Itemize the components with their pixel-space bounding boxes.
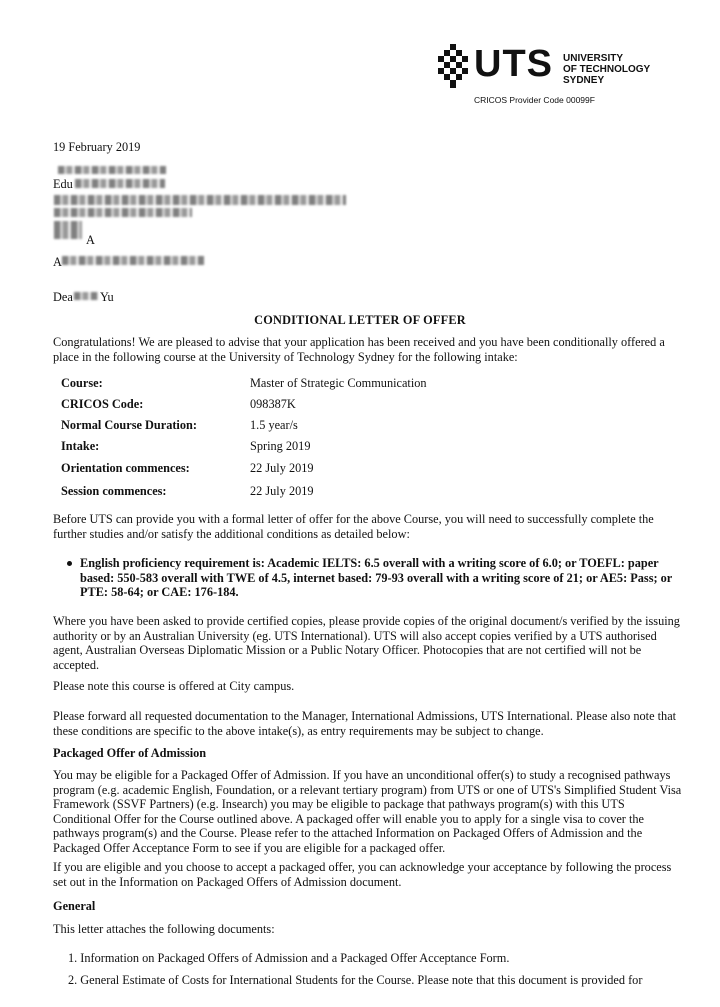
logo-wordmark: UTS [474, 43, 553, 85]
english-requirement-item [67, 556, 681, 600]
detail-label: Course: [61, 376, 103, 390]
certified-copies-paragraph: Where you have been asked to provide certified copies, please provide copies of the original document/s verified by the issuing authority or by an Australian University (eg. UTS International). UTS will also accept copies verified by a UTS authorised agent, Australian Overseas Diplomatic Mission or a Public Notary Officer. Photocopies that are not certified will not be accepted. [53, 614, 680, 672]
forward-docs-paragraph: Please forward all requested documentation to the Manager, International Admissions, UTS International. Please also note that these conditions are specific to the above intake(s), as entry requirements may be subject to change. [53, 709, 677, 738]
detail-label: CRICOS Code: [61, 397, 144, 411]
detail-value: Master of Strategic Communication [250, 376, 427, 390]
packaged-offer-heading: Packaged Offer of Admission [53, 746, 207, 760]
detail-value: 22 July 2019 [250, 484, 314, 498]
redacted-name [74, 292, 98, 300]
uts-crest-icon [438, 44, 468, 88]
attachments-intro: This letter attaches the following documents: [53, 922, 275, 936]
letter-date: 19 February 2019 [53, 140, 141, 154]
redacted-address-line [58, 166, 166, 174]
detail-label: Orientation commences: [61, 461, 190, 475]
detail-value: Spring 2019 [250, 439, 311, 453]
logo-line: OF TECHNOLOGY [563, 64, 651, 75]
detail-label: Session commences: [61, 484, 167, 498]
bullet-icon [67, 561, 72, 566]
campus-note: Please note this course is offered at City campus. [53, 679, 295, 693]
address-partial: Edu [53, 177, 73, 191]
redacted-applicant-id [62, 256, 204, 265]
uts-logo [438, 42, 668, 110]
english-requirement-text: English proficiency requirement is: Academic IELTS: 6.5 overall with a writing score of 6.0; or TOEFL: paper based: 550-583 overall with TWE of 4.5, internet based: 79-93 overall with a writing score of 21; or AE5: Pass; or PTE: 58-64; or CAE: 176-184. [80, 556, 673, 599]
redacted-address-line [54, 221, 82, 239]
packaged-offer-paragraph: You may be eligible for a Packaged Offer of Admission. If you have an unconditional offer(s) to study a recognised pathways program (e.g. academic English, Foundation, or a relevant tertiary program) from UTS or one of UTS's Simplified Student Visa Framework (SSVF Partners) (e.g. Insearch) you may be eligible to package that pathways program(s) with this UTS Conditional Offer for the Course outlined above. A packaged offer will enable you to apply for a single visa to cover the pathways program(s) and the Course. Please refer to the attached Information on Packaged Offers of Admission and the Packaged Offer Acceptance Form to see if you are eligible for a packaged offer. [53, 768, 682, 855]
cricos-provider-code: CRICOS Provider Code 00099F [474, 95, 595, 105]
intro-paragraph: Congratulations! We are pleased to advise that your application has been received and you have been conditionally offered a place in the following course at the University of Technology Sydney for the following intake: [53, 335, 665, 364]
attachment-item: 2. General Estimate of Costs for International Students for the Course. Please note that this document is provided for [68, 973, 643, 987]
applicant-prefix: A [53, 255, 62, 269]
letter-title: CONDITIONAL LETTER OF OFFER [254, 313, 466, 327]
redacted-address-line [75, 179, 165, 188]
packaged-offer-acceptance-paragraph: If you are eligible and you choose to accept a packaged offer, you can acknowledge your acceptance by following the process set out in the Information on Packaged Offers of Admission document. [53, 860, 672, 889]
attachment-item: 1. Information on Packaged Offers of Admission and a Packaged Offer Acceptance Form. [68, 951, 510, 965]
logo-line: SYDNEY [563, 75, 605, 86]
detail-label: Intake: [61, 439, 100, 453]
detail-value: 098387K [250, 397, 296, 411]
salutation-end: Yu [100, 290, 114, 304]
general-heading: General [53, 899, 96, 913]
detail-label: Normal Course Duration: [61, 418, 197, 432]
logo-line: UNIVERSITY [563, 53, 624, 64]
detail-value: 22 July 2019 [250, 461, 314, 475]
detail-value: 1.5 year/s [250, 418, 298, 432]
logo-university-name [563, 53, 650, 86]
conditions-intro: Before UTS can provide you with a formal letter of offer for the above Course, you will need to successfully complete the further studies and/or satisfy the additional conditions as detailed below: [53, 512, 654, 541]
address-partial: A [86, 233, 95, 247]
redacted-address-line [54, 195, 346, 205]
redacted-address-line [54, 208, 192, 217]
salutation-start: Dea [53, 290, 73, 304]
